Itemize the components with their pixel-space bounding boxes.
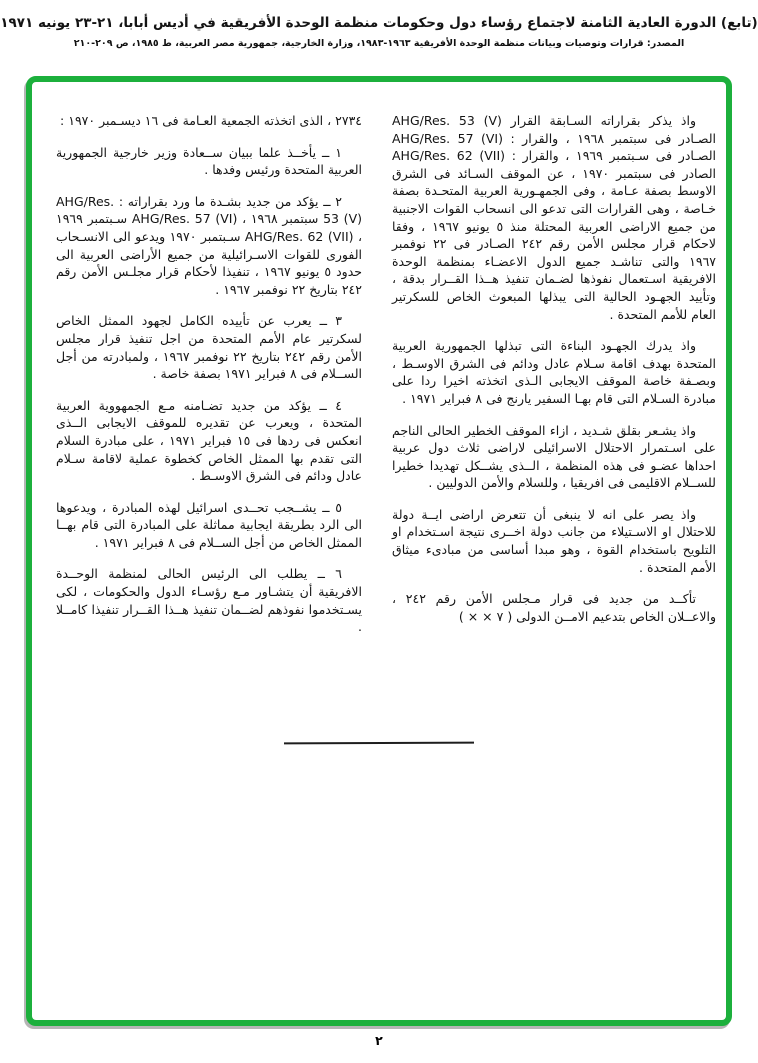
operative-paragraph: ٢ ــ يؤكد من جديد بشـدة ما ورد بقراراته : AHG/Res. 53 (V) سبتمبر ١٩٦٨ ، AHG/Res. 57 (VI) سـبتمبر ١٩٦٩ ، AHG/Res. 62 (VII) سـبتمبر ١٩٧٠ ويدعو الى الانسـحاب الفورى للقوات الاسـرائيلية من جميع الأراضى العربية الى حدود ٥ يونيو ١٩٦٧ ، تنفيذا لأحكام قرار مجلـس الأمن رقم ٢٤٢ بتاريخ ٢٢ نوفمبر ١٩٦٧ . [56, 193, 362, 297]
preamble-paragraph: واذ يشـعر بقلق شـديد ، ازاء الموقف الخطير الحالى الناجم على اسـتمرار الاحتلال الاسرائيلى لاراضى ثلاث دول عربية احداها عضـو فى هذه المنظمة ، الــذى يشــكل تهديدا خطيرا للســلام الاقليمى فى افريقيا ، وللسلام والأمن الدوليين . [392, 422, 716, 491]
section-divider-rule [284, 742, 474, 745]
operative-paragraph: ٥ ــ يشــجب تحــدى اسرائيل لهذه المبادرة ، ويدعوها الى الرد بطريقة ايجابية مماثلة على المبادرة التى قام بهــا الممثل الخاص من أجل الســلام فى ٨ فبراير ١٩٧١ . [56, 499, 362, 550]
operative-paragraph: ٣ ــ يعرب عن تأييده الكامل لجهود الممثل الخاص لسكرتير عام الأمم المتحدة من اجل تنفيذ قرار مجلس الأمن رقم ٢٤٢ بتاريخ ٢٢ نوفمبر ١٩٦٧ ، ولمبادرته من أجل الســلام فى ٨ فبراير ١٩٧١ بصفة خاصة . [56, 313, 362, 382]
preamble-paragraph: واذ يدرك الجهـود البناءة التى تبذلها الجمهورية العربية المتحدة بهدف اقامة سـلام عادل ودائم فى الشرق الاوسـط ، وبصـفة خاصة الموقف الايجابى الـذى اتخذته اخيرا ردا على مبادرة السـلام التى قام بهـا السفير يارنج فى ٨ فبراير ١٩٧١ . [392, 338, 716, 406]
page-number: ٢ [375, 1033, 383, 1048]
operative-paragraph: ٤ ــ يؤكد من جديد تضـامنه مـع الجمهووية العربية المتحدة ، ويعرب عن تقديره للموقف الايجابى الــذى انعكس فى ردها فى ١٥ فبراير ١٩٧١ ، على مبادرة السلام التى تقدم بها الممثل الخاص كخطوة عملية لاقامة سـلام عادل ودائم فى الشرق الاوسـط . [56, 397, 362, 484]
text-columns [32, 82, 726, 650]
green-frame [26, 76, 732, 1026]
column-left-operative [56, 112, 362, 650]
column-right-preamble [392, 112, 716, 639]
continuation-paragraph: ٢٧٣٤ ، الذى اتخذته الجمعية العـامة فى ١٦ ديسـمبر ١٩٧٠ : [60, 113, 362, 128]
document-title: (تابع) الدورة العادية الثامنة لاجتماع رؤساء دول وحكومات منظمة الوحدة الأفريقية في أديس أبابا، ٢١-٢٣ يونيه ١٩٧١ [0, 15, 758, 31]
operative-paragraph: ٦ ــ يطلب الى الرئيس الحالى لمنظمة الوحــدة الافريقية أن يتشـاور مـع رؤسـاء الدول والحكومات ، لكى يسـتخدموا نفوذهم لضــمان تنفيذ هــذا القــرار تنفيذا كامــلا . [56, 566, 362, 635]
preamble-paragraph: واذ يذكر بقراراته السـابقة القرار AHG/Res. 53 (V) الصـادر فى سبتمبر ١٩٦٨ ، والقرار : AHG/Res. 57 (VI) الصـادر فى سـبتمبر ١٩٦٩ ، والقرار : AHG/Res. 62 (VII) الصادر فى سبتمبر ١٩٧٠ ، عن الموقف السـائد فى الشرق الاوسط بصفة عـامة ، وفى الجمهـورية العربية المتحـدة بصفة خـاصة ، وهى القرارات التى تدعو الى انسحاب القوات الاجنبية من جميع الاراضى العربية المحتلة منذ ٥ يونيو ١٩٦٧ ، وفقا لاحكام قرار مجلس الأمن رقم ٢٤٢ الصـادر فى ٢٢ نوفمبر ١٩٦٧ والتى تناشـد جميع الدول الاعضـاء بمنظمة الوحدة الافريقية اسـتعمال نفوذها لضـمان تنفيذ هــذا القــرار بدقة ، وتأييد الجهـود الحالية التى يبذلها المبعوث الخاص للسكرتير العام للأمم المتحدة . [392, 113, 717, 322]
operative-paragraph: ١ ــ يأخــذ علما ببيان ســعادة وزير خارجية الجمهورية العربية المتحدة ورئيس وفدها . [56, 144, 362, 178]
document-source-line: المصدر: قرارات وتوصيات وبيانات منظمة الوحدة الأفريقية ١٩٦٣-١٩٨٣، وزارة الخارجية، جمهورية مصر العربية، ط ١٩٨٥، ص ٢٠٩-٢١٠ [73, 38, 685, 49]
document-header [0, 0, 758, 49]
preamble-paragraph: تأكــد من جديد فى قرار مـجلس الأمن رقم ٢٤٢ ، والاعــلان الخاص بتدعيم الامــن الدولى ( ٧ × × ) [392, 591, 716, 624]
preamble-paragraph: واذ يصر على انه لا ينبغى أن تتعرض اراضى ايــة دولة للاحتلال او الاسـتيلاء من جانب دولة اخــرى نتيجة اسـتخدام او التلويح باستخدام القوة ، وهو مبدا أساسى من مبادىء ميثاق الأمم المتحدة . [392, 506, 716, 575]
